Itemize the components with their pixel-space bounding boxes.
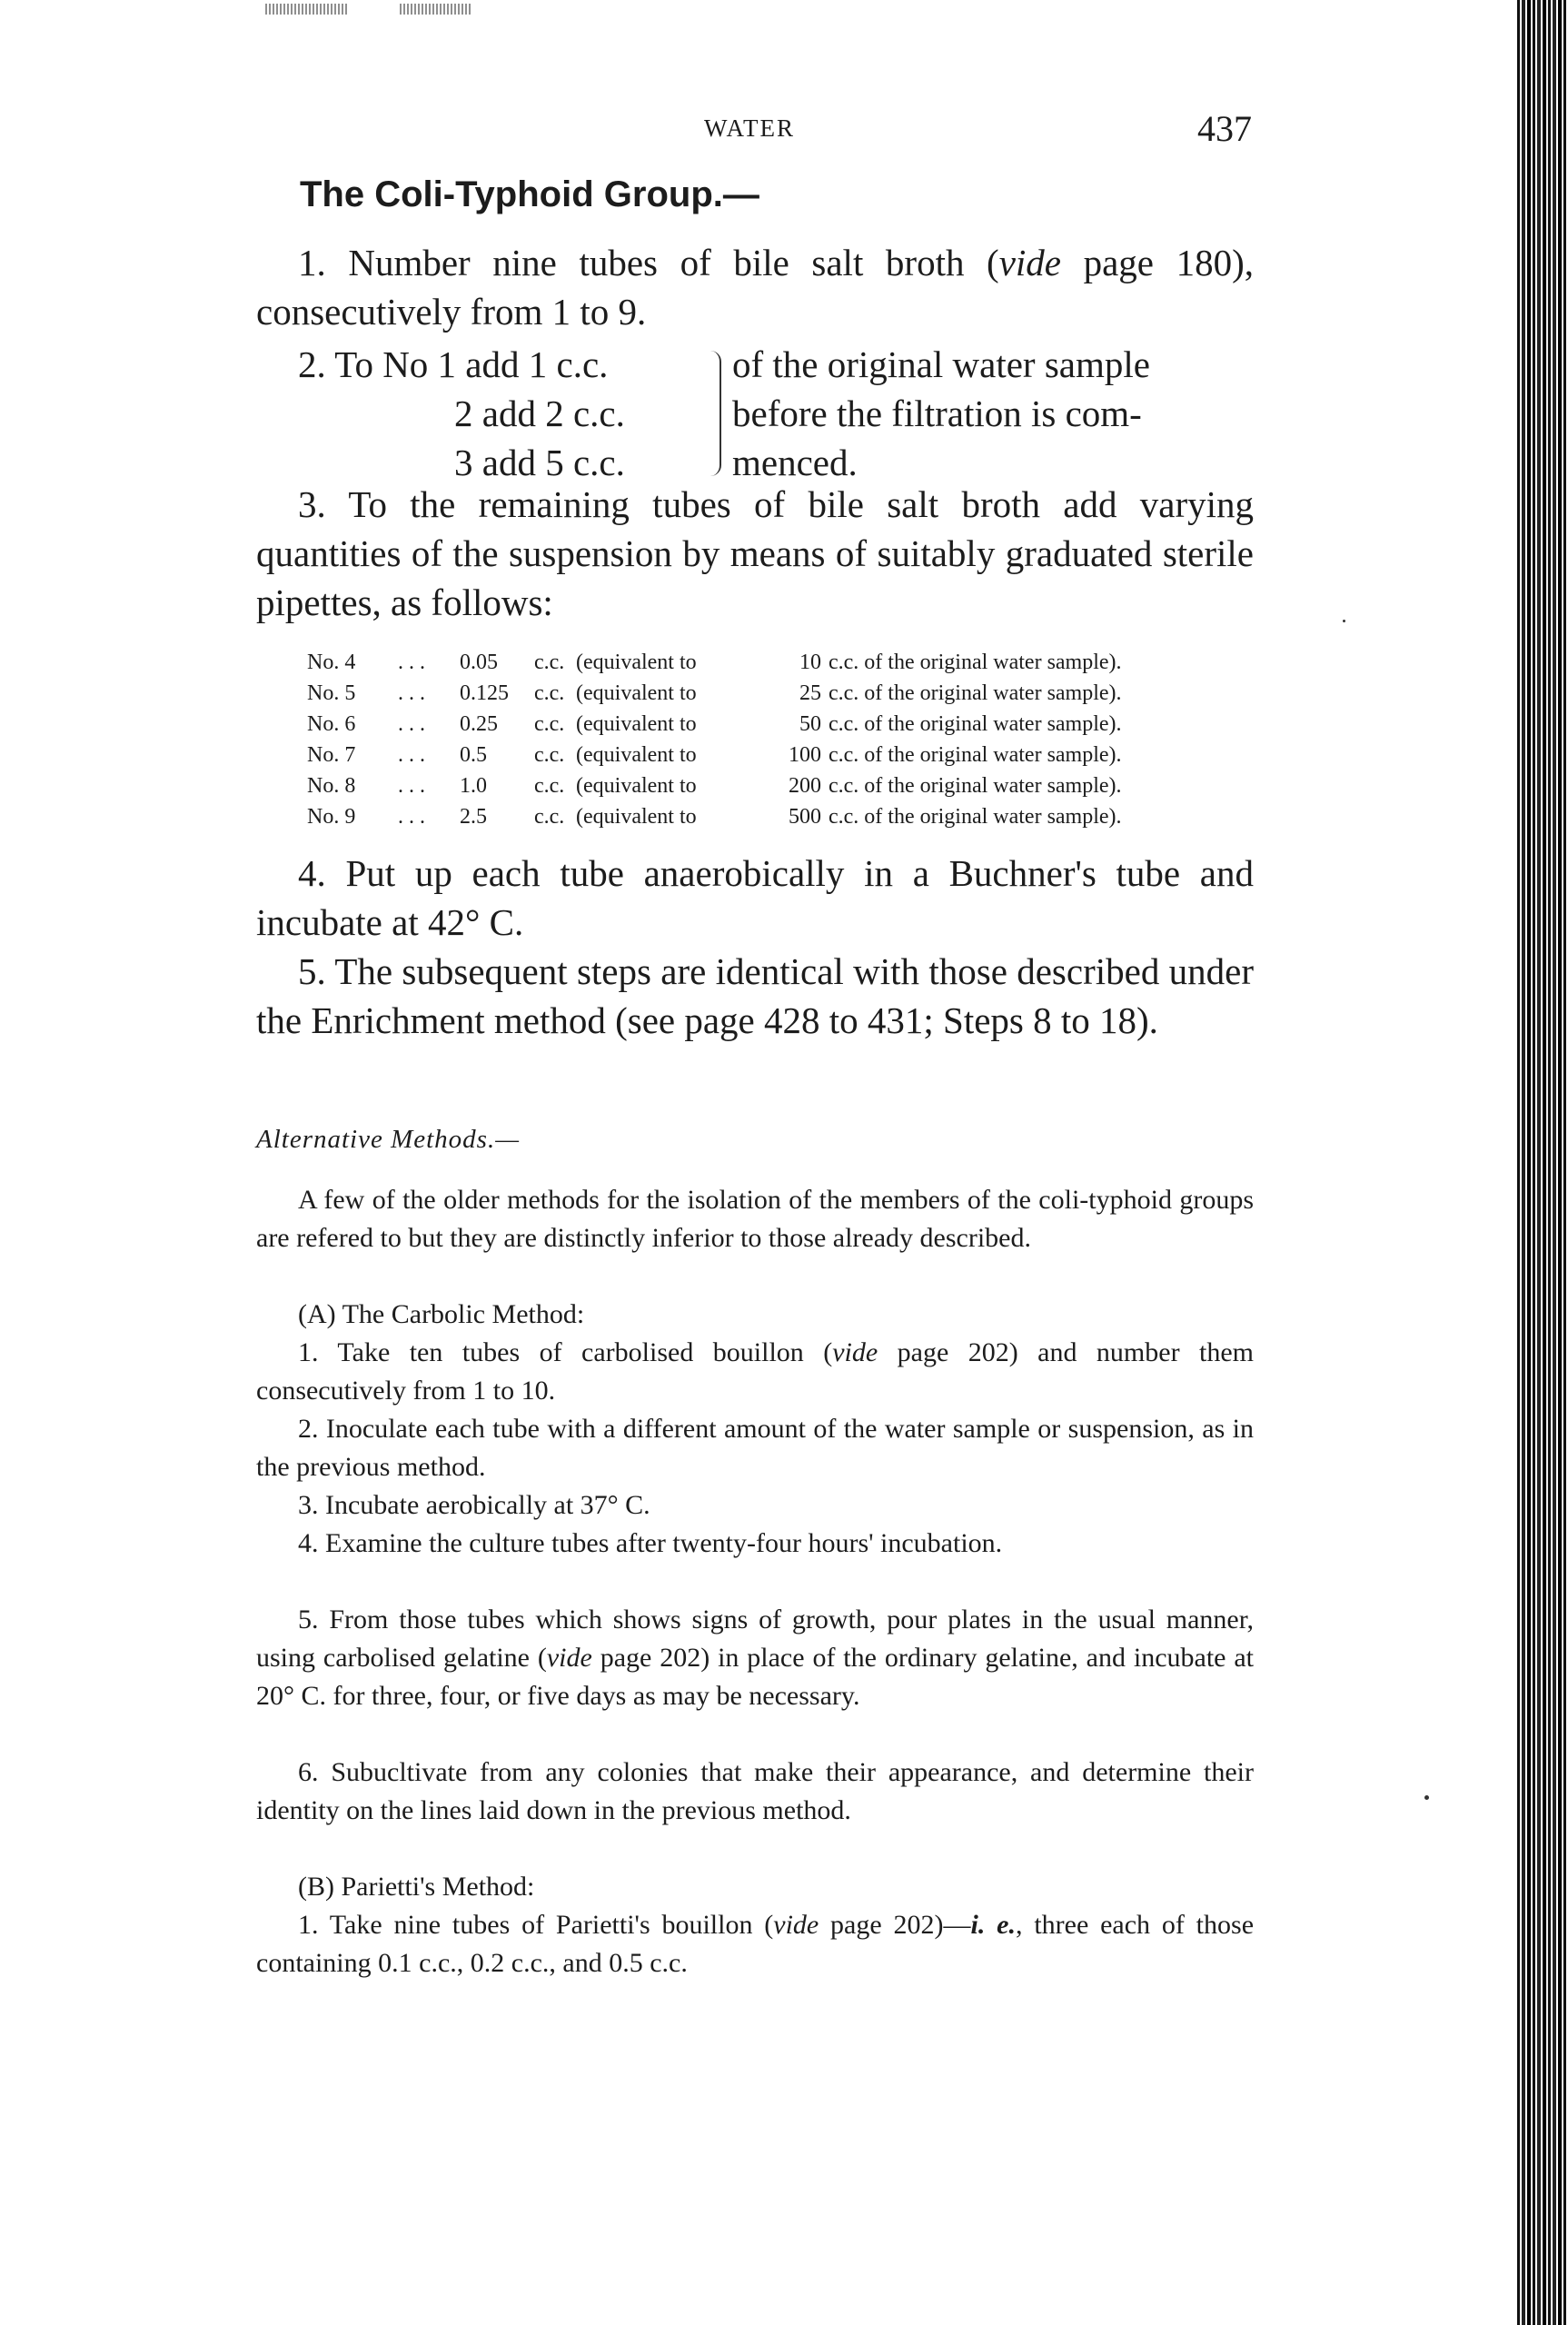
tube-additions — [298, 340, 625, 487]
tube-number: No. 4 — [307, 651, 356, 674]
carbolic-step-6: 6. Subucltivate from any colonies that make their appearance, and determine their identity on the lines laid down in the previous method. — [256, 1757, 1254, 1825]
vide-reference: vide — [546, 1643, 592, 1673]
unit: c.c. — [534, 651, 565, 674]
carbolic-step-3: 3. Incubate aerobically at 37° C. — [298, 1490, 650, 1520]
tube-addition-line: To No 1 add 1 c.c. — [334, 343, 609, 385]
vide-reference: vide — [998, 242, 1062, 283]
equivalent-label: (equivalent to — [576, 712, 697, 736]
suspension-volume: 0.125 — [460, 681, 509, 705]
suspension-volume: 2.5 — [460, 805, 487, 829]
carbolic-step-1 — [256, 1334, 1254, 1410]
carbolic-method-title: (A) The Carbolic Method: — [298, 1299, 585, 1329]
unit: c.c. — [534, 743, 565, 767]
unit: c.c. — [534, 712, 565, 736]
step-3 — [256, 480, 1254, 627]
equivalent-label: (equivalent to — [576, 774, 697, 798]
equivalent-volume: 500 — [789, 805, 821, 829]
row-suffix: c.c. of the original water sample). — [829, 774, 1122, 798]
equivalent-label: (equivalent to — [576, 743, 697, 767]
equivalent-volume: 200 — [789, 774, 821, 798]
scan-mark — [400, 4, 472, 15]
ink-speck — [1343, 620, 1345, 622]
suspension-volume: 0.5 — [460, 743, 487, 767]
scan-mark — [265, 4, 347, 15]
suspension-table — [307, 647, 1270, 832]
step-number: 3. — [298, 483, 326, 525]
note-line: of the original water sample — [732, 343, 1150, 385]
step-text: page 180), consecutively from 1 to 9. — [256, 242, 1254, 333]
suspension-volume: 1.0 — [460, 774, 487, 798]
tube-number: No. 7 — [307, 743, 356, 767]
row-suffix: c.c. of the original water sample). — [829, 712, 1122, 736]
row-suffix: c.c. of the original water sample). — [829, 743, 1122, 767]
tube-number: No. 9 — [307, 805, 356, 829]
table-row — [307, 678, 1270, 709]
step-text: 1. Take ten tubes of carbolised bouillon ( — [298, 1337, 833, 1367]
step-number: 1. — [298, 242, 326, 283]
leader-dots: . . . — [398, 651, 425, 674]
leader-dots: . . . — [398, 712, 425, 736]
tube-addition-note — [732, 340, 1150, 487]
ink-speck — [1424, 1795, 1429, 1800]
equivalent-volume: 10 — [799, 651, 821, 674]
row-suffix: c.c. of the original water sample). — [829, 651, 1122, 674]
running-head: WATER — [704, 114, 795, 142]
unit: c.c. — [534, 774, 565, 798]
ie-abbreviation: i. e. — [970, 1910, 1016, 1940]
vide-reference: vide — [773, 1910, 819, 1940]
step-text: page 202) in place of the ordinary gelatine, and incubate at 20° C. for three, four, or five days as may be necessary. — [256, 1643, 1254, 1711]
page-number: 437 — [1197, 108, 1252, 149]
table-row — [307, 740, 1270, 770]
carbolic-step-5 — [256, 1601, 1254, 1715]
equivalent-label: (equivalent to — [576, 805, 697, 829]
step-number: 4. — [298, 852, 326, 894]
step-4 — [256, 849, 1254, 947]
step-text: 1. Take nine tubes of Parietti's bouillon ( — [298, 1910, 774, 1940]
equivalent-label: (equivalent to — [576, 681, 697, 705]
step-2 — [256, 340, 1255, 485]
equivalent-label: (equivalent to — [576, 651, 697, 674]
note-line: menced. — [732, 442, 858, 483]
suspension-volume: 0.25 — [460, 712, 498, 736]
leader-dots: . . . — [398, 774, 425, 798]
parietti-method-title: (B) Parietti's Method: — [298, 1872, 535, 1902]
step-text: 5. From those tubes which shows signs of growth, pour plates in the usual manner, using carbolised gelatine ( — [256, 1605, 1254, 1673]
note-line: before the filtration is com- — [732, 392, 1142, 434]
section-title: The Coli-Typhoid Group.— — [300, 174, 759, 214]
step-text: , three each of those containing 0.1 c.c., 0.2 c.c., and 0.5 c.c. — [256, 1910, 1255, 1978]
carbolic-step-4: 4. Examine the culture tubes after twenty-four hours' incubation. — [298, 1528, 1003, 1558]
tube-number: No. 6 — [307, 712, 356, 736]
step-text: page 202) and number them consecutively from 1 to 10. — [256, 1337, 1255, 1406]
alternative-intro: A few of the older methods for the isolation of the members of the coli-typhoid groups are refered to but they are distinctly inferior to those already described. — [256, 1185, 1254, 1253]
tube-addition-line: 3 add 5 c.c. — [454, 442, 625, 483]
table-row — [307, 647, 1270, 678]
step-1 — [256, 238, 1254, 336]
page-binding-edge — [1517, 0, 1568, 2325]
tube-number: No. 5 — [307, 681, 356, 705]
step-number: 2. — [298, 343, 326, 385]
unit: c.c. — [534, 681, 565, 705]
suspension-volume: 0.05 — [460, 651, 498, 674]
equivalent-volume: 25 — [799, 681, 821, 705]
equivalent-volume: 50 — [799, 712, 821, 736]
step-5 — [256, 947, 1254, 1045]
parietti-step-1 — [256, 1906, 1254, 1982]
table-row — [307, 770, 1270, 801]
table-row — [307, 709, 1270, 740]
tube-number: No. 8 — [307, 774, 356, 798]
tube-addition-line: 2 add 2 c.c. — [454, 392, 625, 434]
unit: c.c. — [534, 805, 565, 829]
leader-dots: . . . — [398, 743, 425, 767]
row-suffix: c.c. of the original water sample). — [829, 681, 1122, 705]
grouping-brace — [707, 351, 721, 476]
table-row — [307, 801, 1270, 832]
step-text: Put up each tube anaerobically in a Buchner's tube and incubate at 42° C. — [256, 852, 1255, 943]
step-text: page 202)— — [819, 1910, 971, 1940]
vide-reference: vide — [832, 1337, 878, 1367]
alternative-methods-heading: Alternative Methods.— — [256, 1125, 521, 1154]
leader-dots: . . . — [398, 681, 425, 705]
equivalent-volume: 100 — [789, 743, 821, 767]
step-number: 5. — [298, 950, 326, 992]
step-text: Number nine tubes of bile salt broth ( — [348, 242, 999, 283]
carbolic-step-2: 2. Inoculate each tube with a different amount of the water sample or suspension, as in the previous method. — [256, 1414, 1254, 1482]
leader-dots: . . . — [398, 805, 425, 829]
step-text: To the remaining tubes of bile salt broth add varying quantities of the suspension by means of suitably graduated sterile pipettes, as follows: — [256, 483, 1255, 623]
step-text: The subsequent steps are identical with those described under the Enrichment method (see page 428 to 431; Steps 8 to 18). — [256, 950, 1254, 1041]
row-suffix: c.c. of the original water sample). — [829, 805, 1122, 829]
